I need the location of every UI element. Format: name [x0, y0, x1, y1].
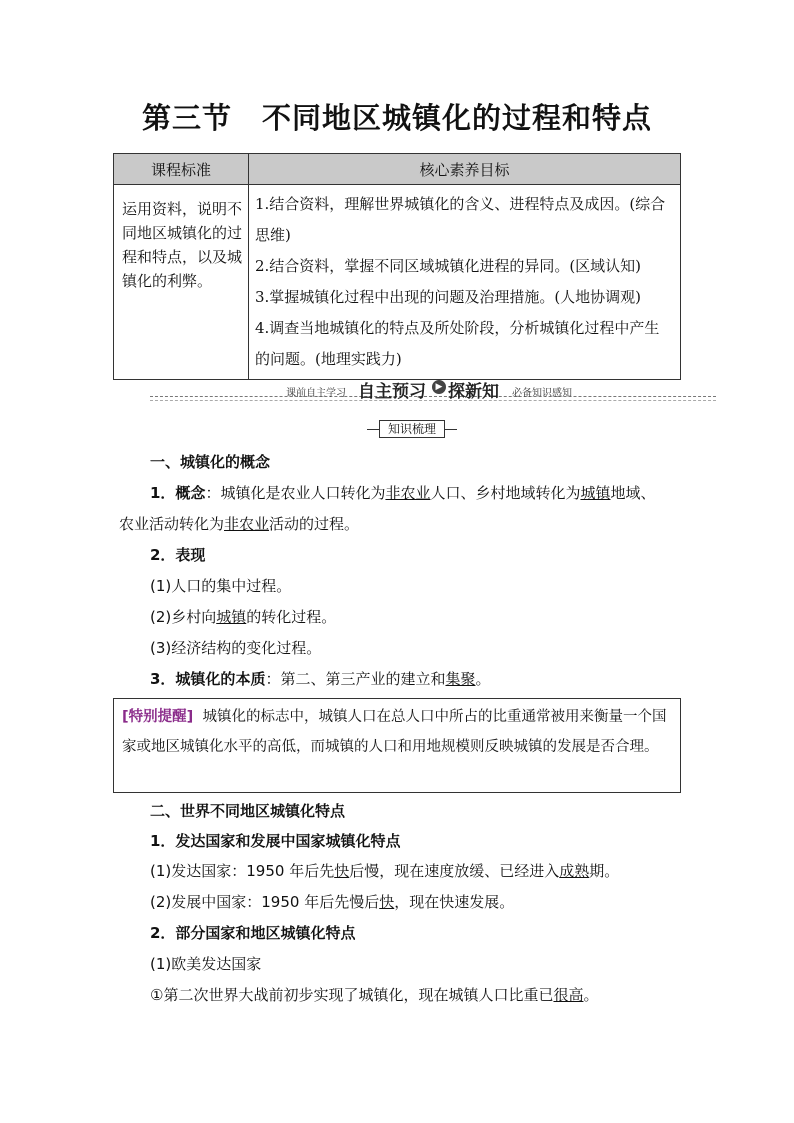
- key-term: 成熟: [559, 862, 590, 880]
- standard-cell: 运用资料，说明不同地区城镇化的过程和特点，以及城镇化的利弊。: [114, 185, 249, 380]
- key-term: 非农业: [385, 484, 431, 502]
- text-run: 。: [475, 670, 491, 688]
- banner-left-caption: 课前自主学习: [286, 388, 346, 399]
- text-run: (2)发展中国家：1950 年后先慢后: [150, 893, 380, 911]
- text-run: (1)发达国家：1950 年后先: [150, 862, 335, 880]
- key-term: 很高: [553, 986, 584, 1004]
- goals-cell: [249, 185, 681, 380]
- arrow-right-icon: ▶: [432, 380, 446, 394]
- text-run: (2)乡村向: [150, 608, 217, 626]
- section-heading: 二、世界不同地区城镇化特点: [150, 802, 346, 820]
- goal-item: 2.结合资料，掌握不同区域城镇化进程的异同。(区域认知): [255, 257, 642, 275]
- text-run: ：第二、第三产业的建立和: [265, 670, 446, 688]
- key-term: 城镇: [580, 484, 611, 502]
- text-run: 后慢，现在速度放缓、已经进入: [349, 862, 560, 880]
- key-term: 快: [334, 862, 350, 880]
- header-standard: 课程标准: [114, 154, 249, 185]
- subheading: 2．表现: [150, 546, 206, 564]
- knowledge-tag: [367, 420, 457, 438]
- list-item: [150, 860, 619, 881]
- divider: [150, 396, 716, 397]
- key-term: 集聚: [445, 670, 476, 688]
- section-banner: [150, 374, 716, 404]
- concept-line: [150, 482, 656, 503]
- essence-label: 3．城镇化的本质: [150, 670, 266, 688]
- special-note-box: [113, 698, 681, 793]
- curriculum-table: [113, 153, 681, 380]
- key-term: 城镇: [216, 608, 247, 626]
- header-goals: 核心素养目标: [249, 154, 681, 185]
- text-run: ，现在快速发展。: [394, 893, 515, 911]
- text-run: 农业活动转化为: [119, 515, 225, 533]
- banner-title-right: 探新知: [448, 382, 499, 402]
- text-run: 期。: [589, 862, 620, 880]
- subheading: 1．发达国家和发展中国家城镇化特点: [150, 832, 401, 850]
- concept-line-2: [119, 513, 359, 534]
- note-text: 城镇化的标志中，城镇人口在总人口中所占的比重通常被用来衡量一个国家或地区城镇化水平的高低，而城镇的人口和用地规模则反映城镇的发展是否合理。: [122, 709, 667, 755]
- list-item: (1)欧美发达国家: [150, 955, 262, 973]
- essence-line: [150, 668, 491, 689]
- concept-label: 1．概念: [150, 484, 206, 502]
- goal-item: 4.调查当地城镇化的特点及所处阶段，分析城镇化过程中产生的问题。(地理实践力): [255, 319, 660, 368]
- text-run: 。: [583, 986, 599, 1004]
- divider: [150, 400, 716, 401]
- goal-item: 3.掌握城镇化过程中出现的问题及治理措施。(人地协调观): [255, 288, 642, 306]
- text-run: 人口、乡村地域转化为: [430, 484, 581, 502]
- section-heading: 一、城镇化的概念: [150, 453, 271, 471]
- goal-item: 1.结合资料，理解世界城镇化的含义、进程特点及成因。(综合思维): [255, 195, 666, 244]
- divider: [445, 429, 457, 430]
- list-item: (3)经济结构的变化过程。: [150, 639, 322, 657]
- list-item: (1)人口的集中过程。: [150, 577, 292, 595]
- text-run: ：城镇化是农业人口转化为: [205, 484, 386, 502]
- key-term: 非农业: [224, 515, 270, 533]
- tag-label: 知识梳理: [379, 420, 445, 438]
- divider: [367, 429, 379, 430]
- text-run: ①第二次世界大战前初步实现了城镇化，现在城镇人口比重已: [150, 986, 554, 1004]
- text-run: 的转化过程。: [246, 608, 337, 626]
- list-item: [150, 606, 336, 627]
- list-item: [150, 891, 514, 912]
- list-item: [150, 984, 598, 1005]
- page-title: 第三节 不同地区城镇化的过程和特点: [141, 101, 652, 135]
- text-run: 地域、: [610, 484, 656, 502]
- banner-right-caption: 必备知识感知: [512, 388, 572, 399]
- subheading: 2．部分国家和地区城镇化特点: [150, 924, 356, 942]
- banner-title-left: 自主预习: [358, 382, 426, 402]
- note-label: [特别提醒]: [122, 709, 194, 725]
- text-run: 活动的过程。: [269, 515, 360, 533]
- key-term: 快: [379, 893, 395, 911]
